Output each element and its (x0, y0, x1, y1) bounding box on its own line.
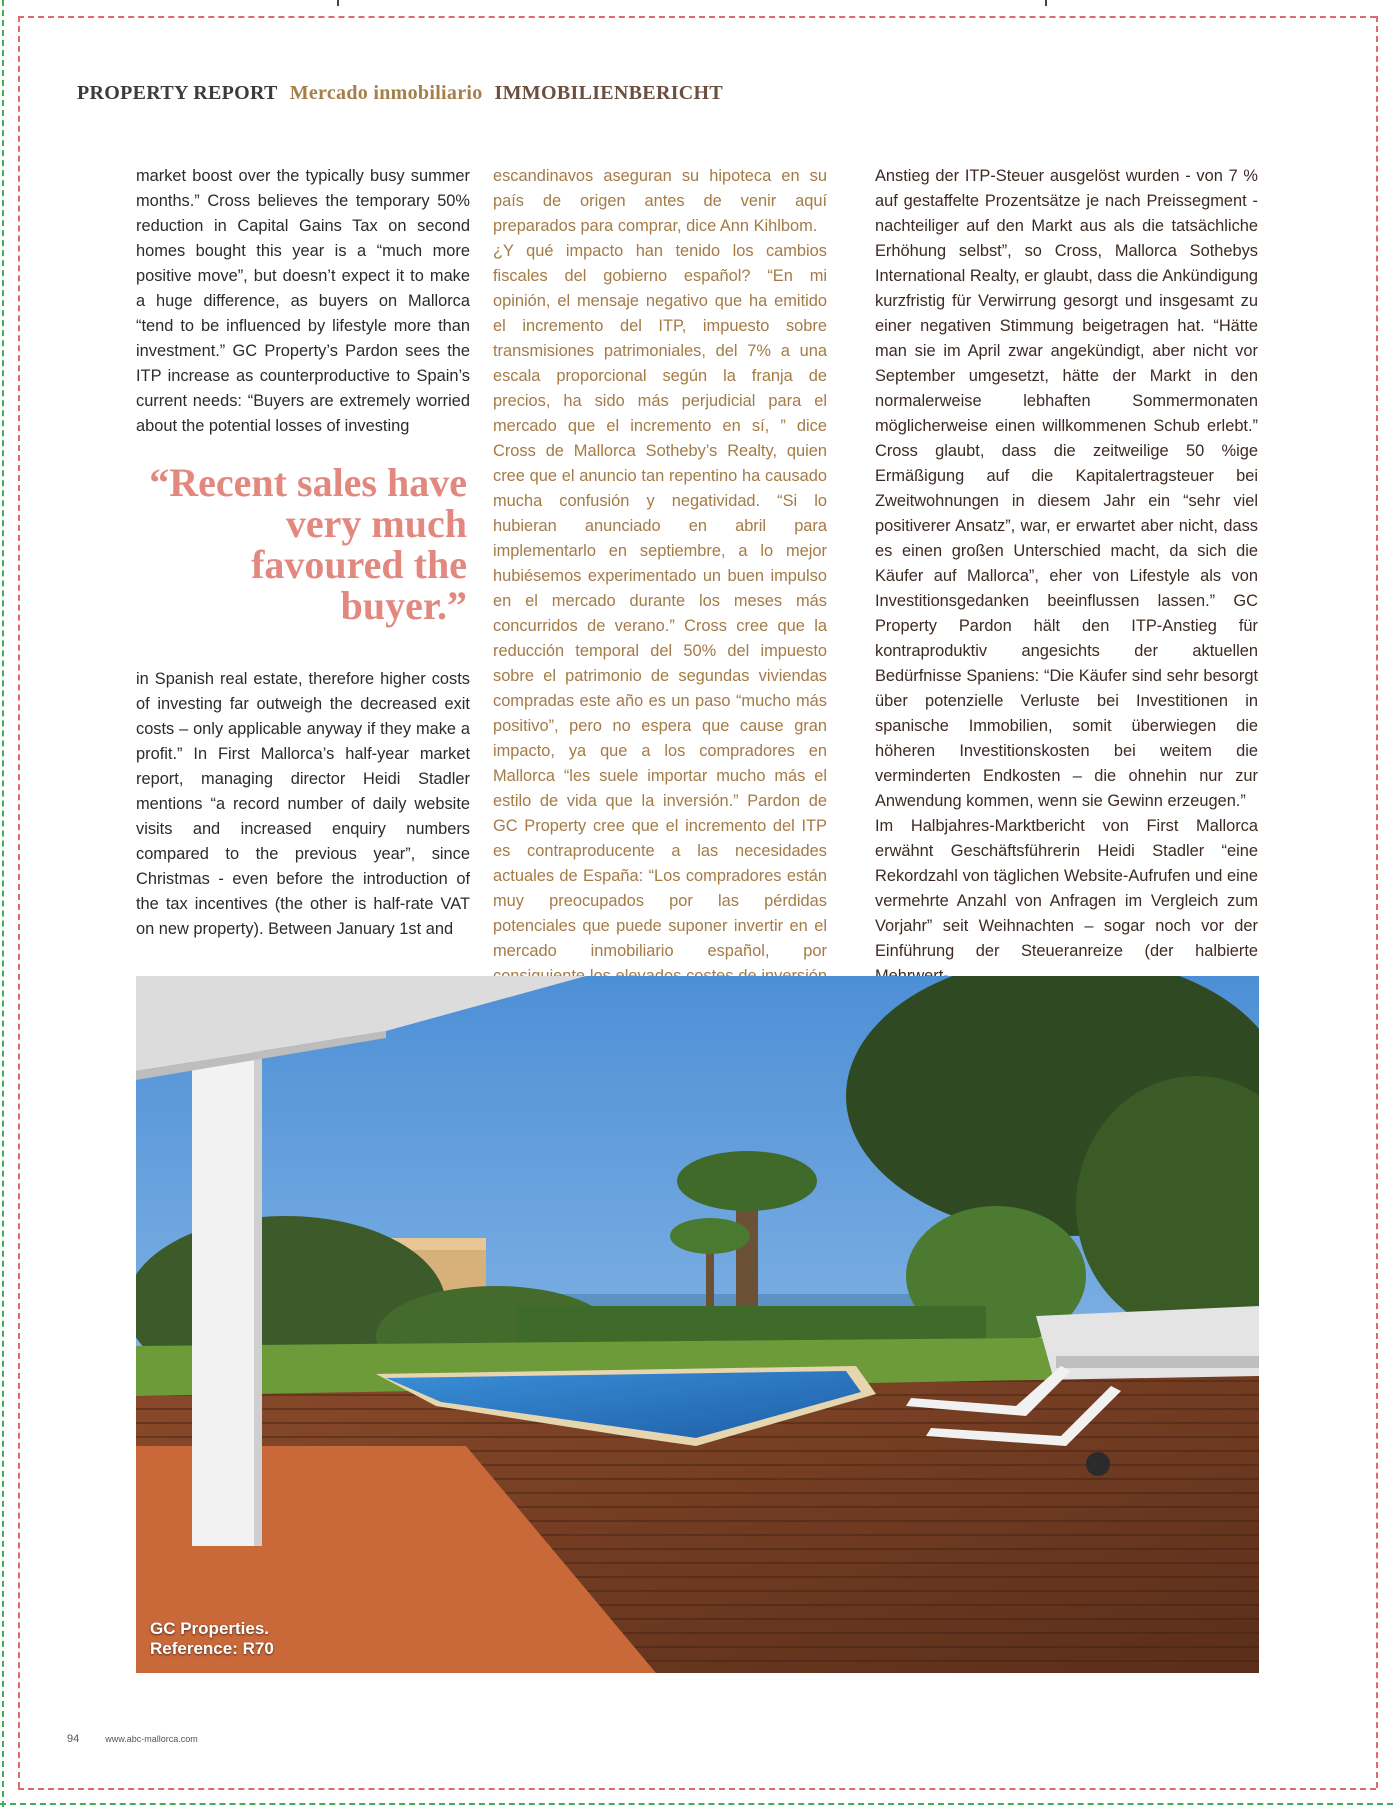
header-german: IMMOBILIENBERICHT (494, 82, 724, 104)
page-number: 94 (67, 1733, 80, 1745)
website-url[interactable]: www.abc-mallorca.com (105, 1734, 198, 1744)
pool-terrace-illustration (136, 976, 1259, 1673)
english-paragraph: market boost over the typically busy summer months.” Cross believes the temporary 50% reduction in Capital Gains Tax on second homes bought this year is a “much more positive move”, but doesn’t expect it to make a huge difference, as buyers on Mallorca “tend to be influenced by lifestyle more than investment.” GC Property’s Pardon sees the ITP increase as counterproductive to Spain’s current needs: “Buyers are extremely worried about the potential losses of investing (136, 167, 470, 435)
photo-caption (150, 1619, 274, 1659)
caption-line: GC Properties. (150, 1619, 270, 1638)
bleed-line-bottom (18, 1788, 1376, 1790)
header-english: PROPERTY REPORT (77, 82, 278, 104)
bleed-line-left (18, 16, 20, 1788)
crop-guide-left (2, 0, 4, 1807)
spanish-paragraph: ¿Y qué impacto han tenido los cambios fiscales del gobierno español? “En mi opinión, el mensaje negativo que ha emitido el incremento del ITP, impuesto sobre transmisiones patrimoniales, del 7% a una escala proporcional según la franja de precios, ha sido más perjudicial para el mercado que el incremento en sí, ” dice Cross de Mallorca Sotheby’s Realty, quien cree que el anuncio tan repentino ha causado mucha confusión y negatividad. “Si lo hubieran anunciado en abril para implementarlo en septiembre, a lo mejor hubiésemos experimentado un buen impulso en el mercado durante los meses más concurridos de verano.” Cross cree que la reducción temporal del 50% del impuesto sobre el patrimonio de segundas viviendas compradas este año es un paso “mucho más positivo”, pero no espera que cause gran impacto, ya que a los compradores en Mallorca “les suele importar mucho más el estilo de vida que la inversión.” Pardon de GC Property cree que el incremento del ITP es contraproducente a las necesidades actuales de España: “Los compradores están muy preocupados por las pérdidas potenciales que puede suponer invertir en el mercado inmobiliario español, por (493, 242, 827, 960)
german-paragraph: Im Halbjahres-Marktbericht von First Mallorca erwähnt Geschäftsführerin Heidi Stadler “eine Rekordzahl von täglichen Website-Aufrufen und eine vermehrte Anzahl von Anfragen im Vergleich zum Vorjahr” seit Weihnachten – sogar noch vor der Einführung der Steueranreize (der halbierte (875, 817, 1258, 960)
property-photo (136, 976, 1259, 1673)
german-column (875, 164, 1258, 989)
bleed-line-right (1376, 16, 1378, 1788)
header-spanish: Mercado inmobiliario (289, 82, 483, 104)
registration-tick (1045, 0, 1047, 6)
bleed-line-top (18, 16, 1376, 18)
german-paragraph: Anstieg der ITP-Steuer ausgelöst wurden - von 7 % auf gestaffelte Prozentsätze je nach Preissegment - nachteiliger auf den Markt aus als die tatsächliche Erhöhung selbst”, so Cross, Mallorca Sothebys International Realty, er glaubt, dass die Ankündigung kurzfristig für Verwirrung gesorgt und insgesamt zu einer negativen Stimmung beigetragen hat. “Hätte man sie im April zwar angekündigt, aber nicht vor September umgesetzt, hätte der Markt in den normalerweise lebhaften Sommermonaten möglicherweise einen willkommenen Schub erlebt.” Cross glaubt, dass die zeitweilige 50 %ige Ermäßigung auf die Kapitalertragsteuer bei Zweitwohnungen in diesem Jahr ein “sehr viel positiverer Ansatz”, war, er erwartet aber nicht, dass es einen großen Unterschied macht, da sich die Käufer auf Mallorca”, eher von Lifestyle als von Investitionsgedanken beeinflussen lassen.” GC Property Pardon hält den ITP-Anstieg für kontraproduktiv angesichts der aktuellen Bedürfnisse Spaniens: “Die Käufer sind sehr besorgt über potenzielle Verluste bei Investitionen in spanische Immobilien, somit überwiegen die höheren Investitionskosten bei weitem die verminderten Endkosten – die ohnehin nur zur Anwendung kommen, wenn sie Gewinn erzeugen.” (875, 167, 1258, 810)
section-header (77, 82, 723, 105)
registration-tick (337, 0, 339, 6)
crop-guide-bottom (0, 1803, 1393, 1805)
pull-quote: “Recent sales have very much favoured the buyer.” (149, 460, 467, 628)
page-footer (67, 1733, 198, 1745)
english-paragraph: in Spanish real estate, therefore higher costs of investing far outweigh the decreased exit costs – only applicable anyway if they make a profit.” In First Mallorca’s half-year market report, managing director Heidi Stadler mentions “a record number of daily website visits and increased enquiry numbers compared to the previous year”, since Christmas - even before the introduction of the tax incentives (the other is half-rate VAT on new property). Between January 1st and (136, 670, 470, 938)
spanish-paragraph: escandinavos aseguran su hipoteca en su país de origen antes de venir aquí preparados para comprar, dice Ann Kihlbom. (493, 167, 827, 235)
spanish-column (493, 164, 827, 1039)
caption-line: Reference: R70 (150, 1639, 274, 1658)
